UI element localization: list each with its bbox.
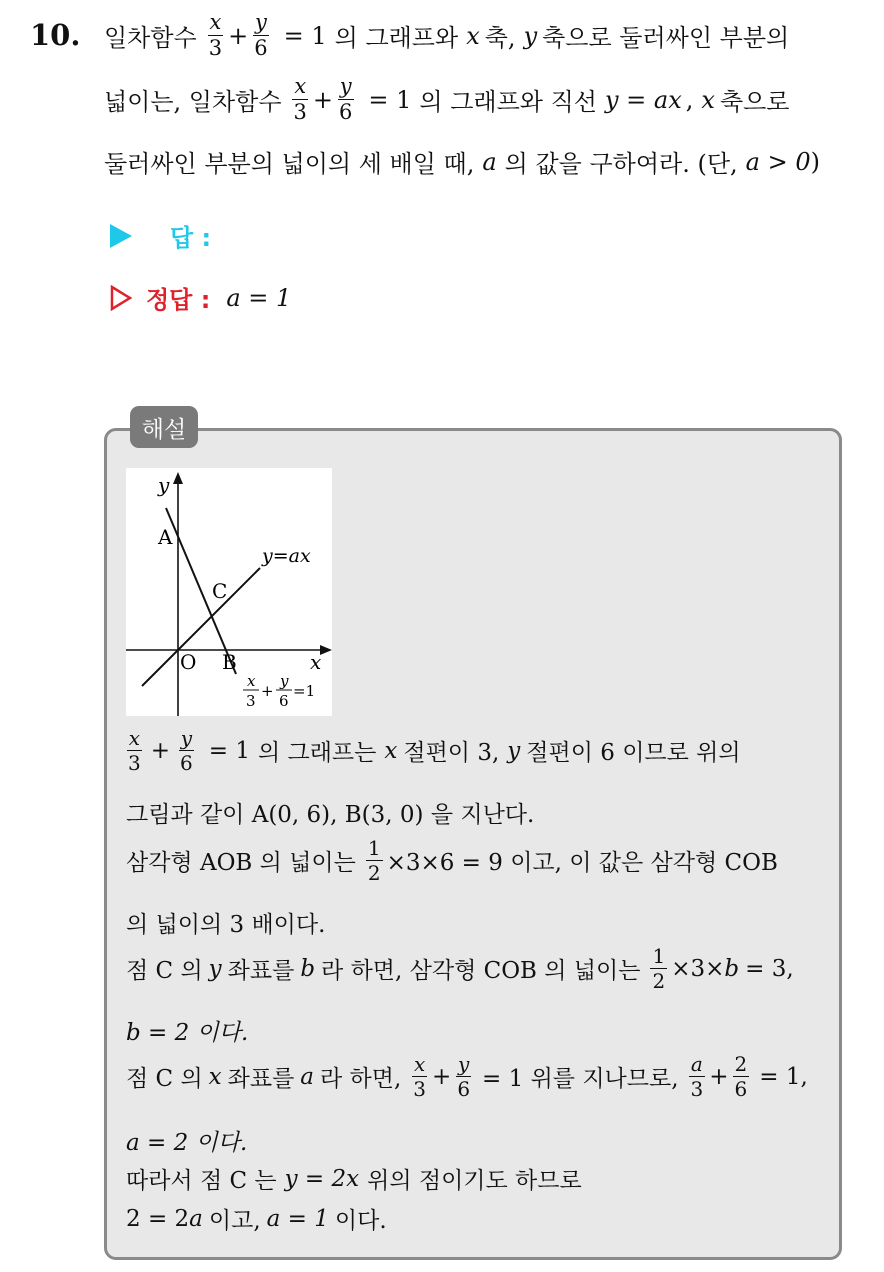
y-axis-arrow [173,472,183,484]
frac-y-over-6: $\frac{y}{6}$ [457,1052,471,1101]
eq-y: y [280,672,289,690]
eq-6: 6 [279,692,289,710]
frac-2-over-6: $\frac{2}{6}$ [734,1052,748,1101]
explanation-line-7: 점 C 의 x 좌표를 a 라 하면, $\frac{x}{3}$ + $\frac{y}{6}$ = 1 위를 지나므로, $\frac{a}{3}$ + $\frac{2}{6}$ = 1, [126,1052,808,1101]
frac-1-over-2: $\frac{1}{2}$ [652,944,666,993]
correct-answer-label: 정답 : [146,286,211,314]
answer-row [110,218,211,253]
frac-x-over-3: $\frac{x}{3}$ [208,10,223,60]
problem-number: 10. [30,18,81,52]
frac-x-over-3: $\frac{x}{3}$ [128,726,141,775]
question-line-2: 넓이는, 일차함수 $\frac{x}{3}$ + $\frac{y}{6}$ = 1 의 그래프와 직선 y = ax , x 축으로 [104,74,790,124]
explanation-line-10: 2 = 2 a 이고, a = 1 이다. [126,1205,387,1234]
explanation-line-8: a = 2 이다. [126,1130,248,1156]
eq-3: 3 [246,692,256,710]
frac-1-over-2: $\frac{1}{2}$ [367,836,381,885]
graph-svg [126,468,332,716]
frac-x-over-3: $\frac{x}{3}$ [293,74,307,124]
frac-a-over-3: $\frac{a}{3}$ [690,1052,704,1101]
label-O: O [180,650,197,674]
explanation-line-2: 그림과 같이 A(0, 6), B(3, 0) 을 지난다. [126,802,535,828]
correct-answer-row [110,280,291,315]
label-A: A [158,525,173,549]
label-line: y=ax [262,545,311,567]
line-y-ax [142,568,260,686]
hollow-play-icon [110,285,132,311]
play-icon [110,224,132,248]
label-y: y [158,473,170,497]
question-line-1: 일차함수 $\frac{x}{3}$ + $\frac{y}{6}$ = 1 의 그래프와 x 축, y 축으로 둘러싸인 부분의 [104,10,790,60]
frac-y-over-6: $\frac{y}{6}$ [339,74,353,124]
explanation-tag: 해설 [130,406,198,448]
explanation-line-5: 점 C 의 y 좌표를 b 라 하면, 삼각형 COB 의 넓이는 $\frac{1}{2}$ ×3× b = 3, [126,944,794,993]
eq-eq1: =1 [293,682,316,700]
label-B: B [222,650,237,674]
graph-figure [126,468,332,716]
label-x: x [310,650,322,674]
answer-label: 답 : [170,224,212,252]
explanation-line-3: 삼각형 AOB 의 넓이는 $\frac{1}{2}$ ×3×6 = 9 이고, 이 값은 삼각형 COB [126,836,778,885]
question-line-3: 둘러싸인 부분의 넓이의 세 배일 때, a 의 값을 구하여라. (단, a > 0 ) [104,147,820,178]
frac-y-over-6: $\frac{y}{6}$ [180,726,193,775]
correct-answer-value: a = 1 [226,283,292,312]
explanation-line-4: 의 넓이의 3 배이다. [126,912,326,938]
eq-plus: + [261,682,274,700]
explanation-line-9: 따라서 점 C 는 y = 2x 위의 점이기도 하므로 [126,1165,582,1194]
q1-text-a: 일차함수 [104,24,197,52]
frac-y-over-6: $\frac{y}{6}$ [254,10,268,60]
x-axis-arrow [320,645,332,655]
explanation-line-1: $\frac{x}{3}$ + $\frac{y}{6}$ = 1 의 그래프는 x 절편이 3, y 절편이 6 이므로 위의 [128,726,741,775]
eq-x: x [247,672,256,690]
label-C: C [212,579,228,603]
q1-text-b: 의 그래프와 [334,24,459,52]
explanation-line-6: b = 2 이다. [126,1020,249,1046]
frac-x-over-3: $\frac{x}{3}$ [413,1052,427,1101]
